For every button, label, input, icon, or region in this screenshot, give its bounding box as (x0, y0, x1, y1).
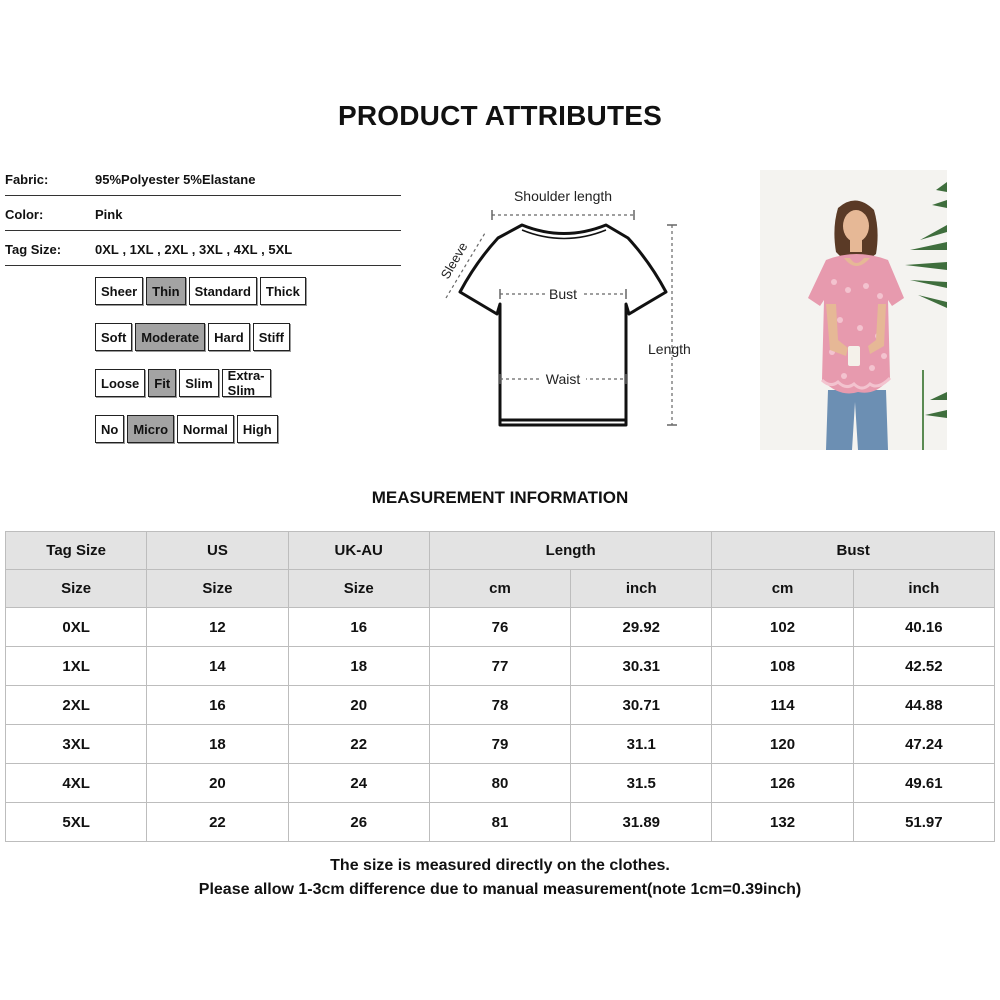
option-chip[interactable]: Moderate (135, 323, 205, 351)
attr-tag-size-value: 0XL , 1XL , 2XL , 3XL , 4XL , 5XL (95, 242, 293, 257)
bust-label: Bust (548, 286, 578, 302)
table-cell: 77 (429, 647, 570, 686)
table-cell: 79 (429, 725, 570, 764)
attr-fabric-value: 95%Polyester 5%Elastane (95, 172, 256, 187)
header-cell: Tag Size (6, 532, 147, 570)
table-cell: 102 (712, 608, 853, 647)
option-chip[interactable]: Normal (177, 415, 234, 443)
table-row (6, 686, 995, 725)
tshirt-outline (460, 225, 666, 425)
table-cell: 20 (147, 764, 288, 803)
attr-tag-size-label: Tag Size: (5, 242, 62, 257)
note-measured: The size is measured directly on the clothes. (330, 857, 670, 874)
table-cell: 108 (712, 647, 853, 686)
table-cell: 18 (288, 647, 429, 686)
table-cell: 31.89 (571, 803, 712, 842)
option-chip[interactable]: Stiff (253, 323, 290, 351)
table-cell: 14 (147, 647, 288, 686)
table-row (6, 764, 995, 803)
option-chips-thickness (95, 277, 306, 305)
table-cell: 24 (288, 764, 429, 803)
table-cell: 114 (712, 686, 853, 725)
table-cell: 18 (147, 725, 288, 764)
option-chip[interactable]: Slim (179, 369, 218, 397)
table-cell: 47.24 (853, 725, 994, 764)
option-chip[interactable]: Fit (148, 369, 176, 397)
shoulder-length-label: Shoulder length (513, 188, 613, 204)
table-cell: 4XL (6, 764, 147, 803)
attr-color (5, 196, 401, 231)
table-cell: 81 (429, 803, 570, 842)
attr-color-label: Color: (5, 207, 44, 222)
table-subheader-row (6, 570, 995, 608)
attr-tag-size (5, 231, 401, 266)
table-cell: 132 (712, 803, 853, 842)
table-cell: 22 (288, 725, 429, 764)
attr-color-value: Pink (95, 207, 123, 222)
table-row (6, 803, 995, 842)
sleeve-label: Sleeve (437, 239, 471, 282)
subheader-cell: cm (429, 570, 570, 608)
header-cell: UK-AU (288, 532, 429, 570)
table-cell: 31.1 (571, 725, 712, 764)
table-cell: 76 (429, 608, 570, 647)
length-label: Length (648, 341, 691, 357)
option-chip[interactable]: Extra-Slim (222, 369, 271, 397)
waist-label: Waist (545, 371, 581, 387)
table-cell: 126 (712, 764, 853, 803)
table-cell: 40.16 (853, 608, 994, 647)
option-chip[interactable]: Sheer (95, 277, 143, 305)
table-cell: 51.97 (853, 803, 994, 842)
table-cell: 80 (429, 764, 570, 803)
table-cell: 44.88 (853, 686, 994, 725)
product-photo (760, 170, 947, 450)
option-chip[interactable]: Loose (95, 369, 145, 397)
table-cell: 42.52 (853, 647, 994, 686)
table-cell: 78 (429, 686, 570, 725)
subheader-cell: inch (571, 570, 712, 608)
table-cell: 5XL (6, 803, 147, 842)
table-cell: 30.71 (571, 686, 712, 725)
measurement-title: MEASUREMENT INFORMATION (371, 488, 629, 507)
page-title: PRODUCT ATTRIBUTES (337, 100, 663, 131)
header-cell: Bust (712, 532, 995, 570)
header-cell: US (147, 532, 288, 570)
header-cell: Length (429, 532, 712, 570)
attr-fabric (5, 161, 401, 196)
note-allowance: Please allow 1-3cm difference due to manual measurement(note 1cm=0.39inch) (198, 881, 802, 898)
table-cell: 49.61 (853, 764, 994, 803)
attr-fabric-label: Fabric: (5, 172, 49, 187)
subheader-cell: Size (288, 570, 429, 608)
measurement-table (5, 531, 995, 842)
table-cell: 120 (712, 725, 853, 764)
subheader-cell: inch (853, 570, 994, 608)
table-cell: 30.31 (571, 647, 712, 686)
table-cell: 16 (288, 608, 429, 647)
table-cell: 2XL (6, 686, 147, 725)
option-chip[interactable]: Hard (208, 323, 250, 351)
option-chip[interactable]: Thick (260, 277, 306, 305)
option-chip[interactable]: Micro (127, 415, 174, 443)
table-cell: 12 (147, 608, 288, 647)
subheader-cell: cm (712, 570, 853, 608)
subheader-cell: Size (6, 570, 147, 608)
table-cell: 31.5 (571, 764, 712, 803)
table-cell: 26 (288, 803, 429, 842)
table-row (6, 647, 995, 686)
option-chips-touch (95, 323, 290, 351)
table-cell: 1XL (6, 647, 147, 686)
subheader-cell: Size (147, 570, 288, 608)
table-cell: 0XL (6, 608, 147, 647)
table-cell: 22 (147, 803, 288, 842)
option-chip[interactable]: High (237, 415, 278, 443)
option-chip[interactable]: Thin (146, 277, 185, 305)
table-cell: 29.92 (571, 608, 712, 647)
table-header-row (6, 532, 995, 570)
option-chips-oft (95, 415, 278, 443)
option-chip[interactable]: Standard (189, 277, 257, 305)
table-row (6, 725, 995, 764)
option-chip[interactable]: No (95, 415, 124, 443)
table-cell: 3XL (6, 725, 147, 764)
option-chips-type (95, 369, 271, 397)
table-cell: 20 (288, 686, 429, 725)
table-cell: 16 (147, 686, 288, 725)
option-chip[interactable]: Soft (95, 323, 132, 351)
tshirt-measure-diagram (430, 180, 710, 440)
table-row (6, 608, 995, 647)
